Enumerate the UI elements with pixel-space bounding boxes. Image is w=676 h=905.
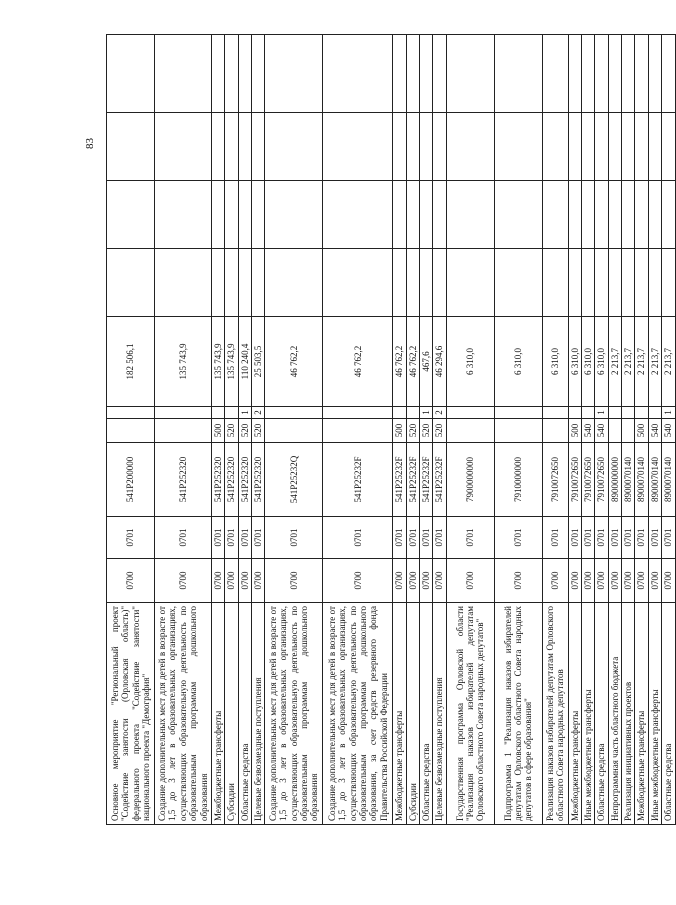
row-empty-cell: [568, 181, 581, 249]
row-empty-cell: [265, 249, 323, 317]
row-expense-type: [107, 419, 155, 443]
row-empty-cell: [542, 249, 568, 317]
row-amount: 110 240,4: [238, 317, 251, 407]
table-row: [323, 35, 393, 825]
row-subsection-code: 0701: [648, 517, 661, 559]
row-expense-type: 540: [582, 419, 595, 443]
row-subsection-code: 0701: [265, 517, 323, 559]
row-name: Областные средства: [595, 603, 608, 825]
row-section-code: 0700: [648, 559, 661, 603]
row-expense-type: [446, 419, 494, 443]
row-section-code: 0700: [595, 559, 608, 603]
row-expense-type: 500: [393, 419, 406, 443]
row-subsection-code: 0701: [582, 517, 595, 559]
row-source-code: 1: [420, 407, 433, 419]
row-empty-cell: [225, 181, 238, 249]
row-empty-cell: [568, 113, 581, 181]
row-section-code: 0700: [568, 559, 581, 603]
row-empty-cell: [238, 181, 251, 249]
row-name: Межбюджетные трансферты: [635, 603, 648, 825]
row-empty-cell: [393, 181, 406, 249]
row-empty-cell: [212, 181, 225, 249]
row-empty-cell: [406, 249, 419, 317]
row-empty-cell: [433, 249, 446, 317]
row-source-code: [582, 407, 595, 419]
row-empty-cell: [433, 35, 446, 113]
row-empty-cell: [608, 35, 621, 113]
row-source-code: 1: [662, 407, 675, 419]
row-empty-cell: [595, 113, 608, 181]
row-name: Целевые безвозмездные поступления: [433, 603, 446, 825]
row-expense-type: 500: [635, 419, 648, 443]
row-target-code: 7910000000: [494, 443, 542, 517]
row-subsection-code: 0701: [406, 517, 419, 559]
row-empty-cell: [542, 181, 568, 249]
row-target-code: 7910072650: [542, 443, 568, 517]
row-amount: 46 762,2: [406, 317, 419, 407]
row-empty-cell: [420, 113, 433, 181]
row-subsection-code: 0701: [568, 517, 581, 559]
row-empty-cell: [494, 249, 542, 317]
table-row: [265, 35, 323, 825]
row-source-code: 2: [252, 407, 265, 419]
row-source-code: [265, 407, 323, 419]
row-expense-type: 540: [595, 419, 608, 443]
row-name: Межбюджетные трансферты: [568, 603, 581, 825]
row-target-code: 541P252320: [252, 443, 265, 517]
row-empty-cell: [265, 113, 323, 181]
row-empty-cell: [323, 249, 393, 317]
row-name: Областные средства: [662, 603, 675, 825]
row-source-code: [406, 407, 419, 419]
row-empty-cell: [595, 249, 608, 317]
row-empty-cell: [155, 249, 212, 317]
row-empty-cell: [595, 35, 608, 113]
table-row: [494, 35, 542, 825]
row-source-code: [212, 407, 225, 419]
row-expense-type: 540: [648, 419, 661, 443]
table-row: [662, 35, 675, 825]
row-target-code: 541P252320: [225, 443, 238, 517]
table-row: [635, 35, 648, 825]
row-expense-type: 520: [420, 419, 433, 443]
row-empty-cell: [582, 181, 595, 249]
row-target-code: 8900070140: [662, 443, 675, 517]
row-target-code: 8900070140: [622, 443, 635, 517]
row-empty-cell: [406, 35, 419, 113]
rotated-page: [106, 35, 674, 825]
row-name: Межбюджетные трансферты: [393, 603, 406, 825]
table-row: [252, 35, 265, 825]
row-empty-cell: [568, 35, 581, 113]
row-subsection-code: 0701: [155, 517, 212, 559]
row-target-code: 541P252320: [155, 443, 212, 517]
row-section-code: 0700: [323, 559, 393, 603]
row-empty-cell: [608, 181, 621, 249]
row-empty-cell: [155, 35, 212, 113]
row-source-code: [542, 407, 568, 419]
row-subsection-code: 0701: [635, 517, 648, 559]
row-expense-type: [155, 419, 212, 443]
row-expense-type: 520: [406, 419, 419, 443]
row-target-code: 541P25232F: [393, 443, 406, 517]
row-name: Реализация наказов избирателей депутатам Орловского областного Совета народных депутатов: [542, 603, 568, 825]
row-subsection-code: 0701: [433, 517, 446, 559]
row-target-code: 7910072650: [595, 443, 608, 517]
row-empty-cell: [433, 181, 446, 249]
row-expense-type: 540: [662, 419, 675, 443]
row-empty-cell: [420, 249, 433, 317]
row-source-code: [323, 407, 393, 419]
row-amount: 6 310,0: [494, 317, 542, 407]
row-section-code: 0700: [420, 559, 433, 603]
row-amount: 6 310,0: [542, 317, 568, 407]
row-section-code: 0700: [212, 559, 225, 603]
row-amount: 135 743,9: [212, 317, 225, 407]
row-name: Создание дополнительных мест для детей в возрасте от 1,5 до 3 лет в образовательных организациях, осуществляющих образовательную деятельность по образовательным программам дошкольного образования, за счет средств резервного фонда Правительства Российской Федерации: [323, 603, 393, 825]
row-section-code: 0700: [238, 559, 251, 603]
row-expense-type: [323, 419, 393, 443]
row-empty-cell: [212, 249, 225, 317]
row-subsection-code: 0701: [608, 517, 621, 559]
row-amount: 2 213,7: [608, 317, 621, 407]
row-expense-type: 520: [433, 419, 446, 443]
row-empty-cell: [662, 249, 675, 317]
row-amount: 2 213,7: [662, 317, 675, 407]
table-row: [107, 35, 155, 825]
row-section-code: 0700: [622, 559, 635, 603]
row-amount: 182 506,1: [107, 317, 155, 407]
row-target-code: 541P25232F: [406, 443, 419, 517]
row-empty-cell: [446, 249, 494, 317]
table-row: [433, 35, 446, 825]
row-empty-cell: [107, 113, 155, 181]
row-amount: 6 310,0: [568, 317, 581, 407]
row-amount: 135 743,9: [225, 317, 238, 407]
row-section-code: 0700: [107, 559, 155, 603]
table-row: [420, 35, 433, 825]
row-empty-cell: [622, 181, 635, 249]
row-amount: 467,6: [420, 317, 433, 407]
table-row: [406, 35, 419, 825]
row-name: Создание дополнительных мест для детей в возрасте от 1,5 до 3 лет в образовательных организациях, осуществляющих образовательную деятельность по образовательным программам дошкольного образования: [155, 603, 212, 825]
row-subsection-code: 0701: [542, 517, 568, 559]
row-empty-cell: [622, 113, 635, 181]
row-target-code: 541P200000: [107, 443, 155, 517]
row-name: Областные средства: [420, 603, 433, 825]
row-empty-cell: [494, 181, 542, 249]
table-row: [393, 35, 406, 825]
table-row: [446, 35, 494, 825]
row-name: Межбюджетные трансферты: [212, 603, 225, 825]
row-amount: 6 310,0: [582, 317, 595, 407]
row-empty-cell: [635, 113, 648, 181]
row-amount: 25 503,5: [252, 317, 265, 407]
row-section-code: 0700: [265, 559, 323, 603]
table-row: [622, 35, 635, 825]
row-target-code: 7910072650: [582, 443, 595, 517]
row-target-code: 541P252320: [212, 443, 225, 517]
row-subsection-code: 0701: [494, 517, 542, 559]
table-row: [238, 35, 251, 825]
row-source-code: [446, 407, 494, 419]
row-section-code: 0700: [393, 559, 406, 603]
row-target-code: 8900000000: [608, 443, 621, 517]
row-section-code: 0700: [582, 559, 595, 603]
row-empty-cell: [238, 35, 251, 113]
row-empty-cell: [323, 113, 393, 181]
row-empty-cell: [622, 35, 635, 113]
row-source-code: [494, 407, 542, 419]
row-empty-cell: [568, 249, 581, 317]
row-name: Реализация инициативных проектов: [622, 603, 635, 825]
table-body: [107, 35, 676, 825]
row-expense-type: [622, 419, 635, 443]
row-empty-cell: [662, 181, 675, 249]
row-expense-type: [608, 419, 621, 443]
row-empty-cell: [406, 113, 419, 181]
row-empty-cell: [225, 249, 238, 317]
row-empty-cell: [212, 113, 225, 181]
row-expense-type: 520: [252, 419, 265, 443]
row-subsection-code: 0701: [393, 517, 406, 559]
row-section-code: 0700: [494, 559, 542, 603]
row-source-code: 1: [238, 407, 251, 419]
row-empty-cell: [446, 113, 494, 181]
row-expense-type: [542, 419, 568, 443]
row-amount: 46 762,2: [393, 317, 406, 407]
row-amount: 2 213,7: [648, 317, 661, 407]
row-empty-cell: [420, 35, 433, 113]
row-empty-cell: [393, 113, 406, 181]
row-expense-type: 520: [225, 419, 238, 443]
row-empty-cell: [265, 181, 323, 249]
row-source-code: 2: [433, 407, 446, 419]
row-expense-type: 520: [238, 419, 251, 443]
row-subsection-code: 0701: [420, 517, 433, 559]
row-empty-cell: [252, 113, 265, 181]
row-target-code: 7910072650: [568, 443, 581, 517]
row-subsection-code: 0701: [212, 517, 225, 559]
row-empty-cell: [393, 249, 406, 317]
row-expense-type: 500: [568, 419, 581, 443]
row-empty-cell: [238, 249, 251, 317]
row-subsection-code: 0701: [252, 517, 265, 559]
row-empty-cell: [608, 113, 621, 181]
row-empty-cell: [433, 113, 446, 181]
row-empty-cell: [648, 35, 661, 113]
row-section-code: 0700: [155, 559, 212, 603]
row-amount: 2 213,7: [622, 317, 635, 407]
row-source-code: [155, 407, 212, 419]
row-subsection-code: 0701: [225, 517, 238, 559]
row-expense-type: 500: [212, 419, 225, 443]
row-target-code: 8900070140: [635, 443, 648, 517]
table-row: [608, 35, 621, 825]
row-name: Непрограммная часть областного бюджета: [608, 603, 621, 825]
row-empty-cell: [107, 35, 155, 113]
row-source-code: [608, 407, 621, 419]
row-empty-cell: [225, 113, 238, 181]
table-row: [212, 35, 225, 825]
row-target-code: 541P25232F: [420, 443, 433, 517]
row-empty-cell: [446, 181, 494, 249]
row-target-code: 541P25232F: [433, 443, 446, 517]
row-empty-cell: [406, 181, 419, 249]
row-amount: 135 743,9: [155, 317, 212, 407]
row-amount: 46 294,6: [433, 317, 446, 407]
row-subsection-code: 0701: [622, 517, 635, 559]
table-row: [225, 35, 238, 825]
row-name: Создание дополнительных мест для детей в возрасте от 1,5 до 3 лет в образовательных организациях, осуществляющих образовательную деятельность по образовательным программам дошкольного образования: [265, 603, 323, 825]
row-name: Основное мероприятие "Региональный проект "Содействие занятости (Орловская область)" федерального проекта "Содействие занятости" национального проекта "Демография": [107, 603, 155, 825]
row-empty-cell: [622, 249, 635, 317]
row-source-code: 1: [595, 407, 608, 419]
row-section-code: 0700: [406, 559, 419, 603]
row-section-code: 0700: [542, 559, 568, 603]
row-empty-cell: [648, 181, 661, 249]
row-section-code: 0700: [635, 559, 648, 603]
row-empty-cell: [265, 35, 323, 113]
row-empty-cell: [635, 35, 648, 113]
row-empty-cell: [252, 35, 265, 113]
row-name: Субсидии: [225, 603, 238, 825]
row-target-code: 8900070140: [648, 443, 661, 517]
row-empty-cell: [542, 35, 568, 113]
row-name: Иные межбюджетные трансферты: [648, 603, 661, 825]
table-row: [595, 35, 608, 825]
row-name: Подпрограмма 1 "Реализация наказов избирателей депутатам Орловского областного Совета народных депутатов в сфере образования": [494, 603, 542, 825]
row-empty-cell: [225, 35, 238, 113]
row-source-code: [393, 407, 406, 419]
row-source-code: [648, 407, 661, 419]
row-empty-cell: [420, 181, 433, 249]
row-section-code: 0700: [662, 559, 675, 603]
row-empty-cell: [582, 249, 595, 317]
row-source-code: [622, 407, 635, 419]
row-empty-cell: [252, 181, 265, 249]
row-amount: 46 762,2: [265, 317, 323, 407]
row-amount: 2 213,7: [635, 317, 648, 407]
row-empty-cell: [494, 113, 542, 181]
row-empty-cell: [323, 35, 393, 113]
row-empty-cell: [635, 181, 648, 249]
row-empty-cell: [595, 181, 608, 249]
row-name: Областные средства: [238, 603, 251, 825]
row-empty-cell: [582, 35, 595, 113]
row-amount: 6 310,0: [446, 317, 494, 407]
row-empty-cell: [608, 249, 621, 317]
row-empty-cell: [155, 113, 212, 181]
row-source-code: [635, 407, 648, 419]
row-subsection-code: 0701: [595, 517, 608, 559]
row-name: Целевые безвозмездные поступления: [252, 603, 265, 825]
budget-table: [106, 34, 676, 825]
table-row: [568, 35, 581, 825]
row-empty-cell: [582, 113, 595, 181]
row-empty-cell: [446, 35, 494, 113]
row-target-code: 541P25232Q: [265, 443, 323, 517]
row-subsection-code: 0701: [323, 517, 393, 559]
row-section-code: 0700: [608, 559, 621, 603]
row-empty-cell: [494, 35, 542, 113]
row-expense-type: [265, 419, 323, 443]
row-empty-cell: [238, 113, 251, 181]
row-section-code: 0700: [433, 559, 446, 603]
row-empty-cell: [155, 181, 212, 249]
row-target-code: 7900000000: [446, 443, 494, 517]
row-expense-type: [494, 419, 542, 443]
row-source-code: [225, 407, 238, 419]
row-subsection-code: 0701: [238, 517, 251, 559]
row-source-code: [107, 407, 155, 419]
row-empty-cell: [662, 113, 675, 181]
row-section-code: 0700: [446, 559, 494, 603]
page-number: 83: [84, 138, 96, 149]
row-empty-cell: [393, 35, 406, 113]
row-name: Иные межбюджетные трансферты: [582, 603, 595, 825]
row-empty-cell: [542, 113, 568, 181]
row-section-code: 0700: [252, 559, 265, 603]
table-row: [582, 35, 595, 825]
row-empty-cell: [648, 113, 661, 181]
table-row: [648, 35, 661, 825]
row-target-code: 541P25232F: [323, 443, 393, 517]
row-subsection-code: 0701: [662, 517, 675, 559]
row-source-code: [568, 407, 581, 419]
row-empty-cell: [635, 249, 648, 317]
row-amount: 46 762,2: [323, 317, 393, 407]
row-empty-cell: [323, 181, 393, 249]
row-empty-cell: [107, 181, 155, 249]
row-amount: 6 310,0: [595, 317, 608, 407]
row-empty-cell: [107, 249, 155, 317]
row-empty-cell: [212, 35, 225, 113]
row-target-code: 541P252320: [238, 443, 251, 517]
table-row: [155, 35, 212, 825]
row-empty-cell: [648, 249, 661, 317]
row-empty-cell: [662, 35, 675, 113]
table-row: [542, 35, 568, 825]
row-subsection-code: 0701: [107, 517, 155, 559]
row-name: Субсидии: [406, 603, 419, 825]
row-empty-cell: [252, 249, 265, 317]
row-name: Государственная программа Орловской области "Реализация наказов избирателей депутатам Орловского областного Совета народных депутатов": [446, 603, 494, 825]
row-section-code: 0700: [225, 559, 238, 603]
row-subsection-code: 0701: [446, 517, 494, 559]
